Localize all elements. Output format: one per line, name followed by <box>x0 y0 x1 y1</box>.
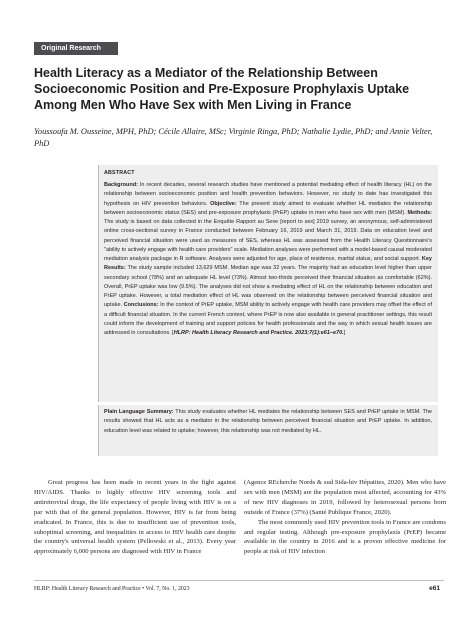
background-text: In recent decades, several research studies have mentioned a potential mediating effect of health literacy (HL) on the relationship between socioeconomic position and health prevention behaviors. However, no study to date has investigated this hypothesis on HIV prevention behaviors. <box>104 182 432 207</box>
page-number: e61 <box>429 585 440 592</box>
journal-footer: HLRP: Health Literacy Research and Practice • Vol. 7, No. 1, 2023 <box>34 586 190 592</box>
citation: HLRP: Health Literacy Research and Practice. 2023;7(1):e61–e70. <box>173 330 344 336</box>
section-tag: Original Research <box>34 42 118 55</box>
abstract-text <box>104 181 432 338</box>
article-title: Health Literacy as a Mediator of the Relationship Between Socioeconomic Position and Pre-Exposure Prophylaxis Uptake Among Men Who Have Sex with Men Living in France <box>34 66 410 112</box>
methods-text: The study is based on data collected in the Enquête Rapport au Sexe [report to sex] 2019 survey, an anonymous, self-administered online cross-sectional survey in France conducted between February 16, 2019 and March 31, 2019. Data on education level and perceived financial situation were used as measures of SES, whereas HL was assessed from the Health Literacy Questionnaire's "ability to actively engage with health care providers" scale. Mediation analyses were performed with a model-based causal moderated mediation analysis package in R software. Analyses were adjusted for age, place of residence, marital status, and social support. <box>104 219 432 262</box>
body-right-paragraph-1: (Agence REcherche Nords & sud Sida-hiv Hépatites, 2020). Men who have sex with men (MSM) are the population most affected, accounting for 43% of new HIV diagnoses in 2019, followed by heterosexual persons born outside of France (37%) (Santé Publique France, 2020). <box>244 479 446 516</box>
plain-language-summary <box>104 408 432 436</box>
abstract-box <box>98 165 438 402</box>
background-label: Background: <box>104 182 138 188</box>
results-text: The study sample included 13,629 MSM. Median age was 32 years. The majority had an education level higher than upper secondary school (78%) and an adequate HL level (73%). Almost two-thirds perceived their financial situation as comfortable (62%). Overall, PrEP uptake was low (9.5%). The analyses did not show a mediating effect of HL on the relationship between education and PrEP uptake. However, a total mediation effect of HL was observed on the relationship between perceived financial situation and uptake. <box>104 265 432 309</box>
methods-label: Methods: <box>407 209 432 216</box>
author-list: Youssoufa M. Ousseine, MPH, PhD; Cécile Allaire, MSc; Virginie Ringa, PhD; Nathalie Lydie, PhD; and Annie Velter, PhD <box>34 127 433 148</box>
body-right-column <box>244 478 446 557</box>
objective-text: The present study aimed to evaluate whether HL mediates the relationship between socioeconomic status (SES) and pre-exposure prophylaxis (PrEP) uptake in men who have sex with men (MSM). <box>104 200 432 216</box>
footer-divider <box>34 580 444 581</box>
plain-language-text: This study evaluates whether HL mediates the relationship between SES and PrEP uptake in MSM. The results showed that HL acts as a mediator in the relationship between perceived financial situation and PrEP uptake. In addition, education level was related to uptake; however, this relationship was not mediated by HL. <box>104 409 432 434</box>
citation-close: ] <box>343 330 346 336</box>
abstract-heading: ABSTRACT <box>104 170 135 176</box>
results-label: Key Results: <box>104 256 432 272</box>
plain-language-label: Plain Language Summary: <box>104 409 174 415</box>
plain-language-summary-box <box>98 405 438 456</box>
body-left-column: Great progress has been made in recent years in the fight against HIV/AIDS. Thanks to highly effective HIV screening tools and antiretroviral drugs, the life expectancy of people living with HIV is on a par with that of the general population. However, HIV is far from being eradicated. In France, this is due to insufficient use of prevention tools, suboptimal screening, and inequalities in access to HIV health care despite the country's universal health system (Pellowski et al., 2013). Every year approximately 6,000 persons are diagnosed with HIV in France <box>34 479 236 556</box>
conclusions-text: In the context of PrEP uptake, MSM ability to actively engage with health care providers may offset the effect of a difficult financial situation. In the current French context, where PrEP is now also available in general practitioner settings, this result could inform the development of training and support policies for health professionals and the way in which sexual health issues are addressed in consultations. [ <box>104 302 432 336</box>
objective-label: Objective: <box>210 200 237 207</box>
body-right-paragraph-2: The most commonly used HIV prevention tools in France are condoms and regular testing. Although pre-exposure prophylaxis (PrEP) became available in the country in 2016 and is a proven effective medicine for people at risk of HIV infection <box>244 518 446 556</box>
conclusions-label: Conclusions: <box>123 302 159 309</box>
